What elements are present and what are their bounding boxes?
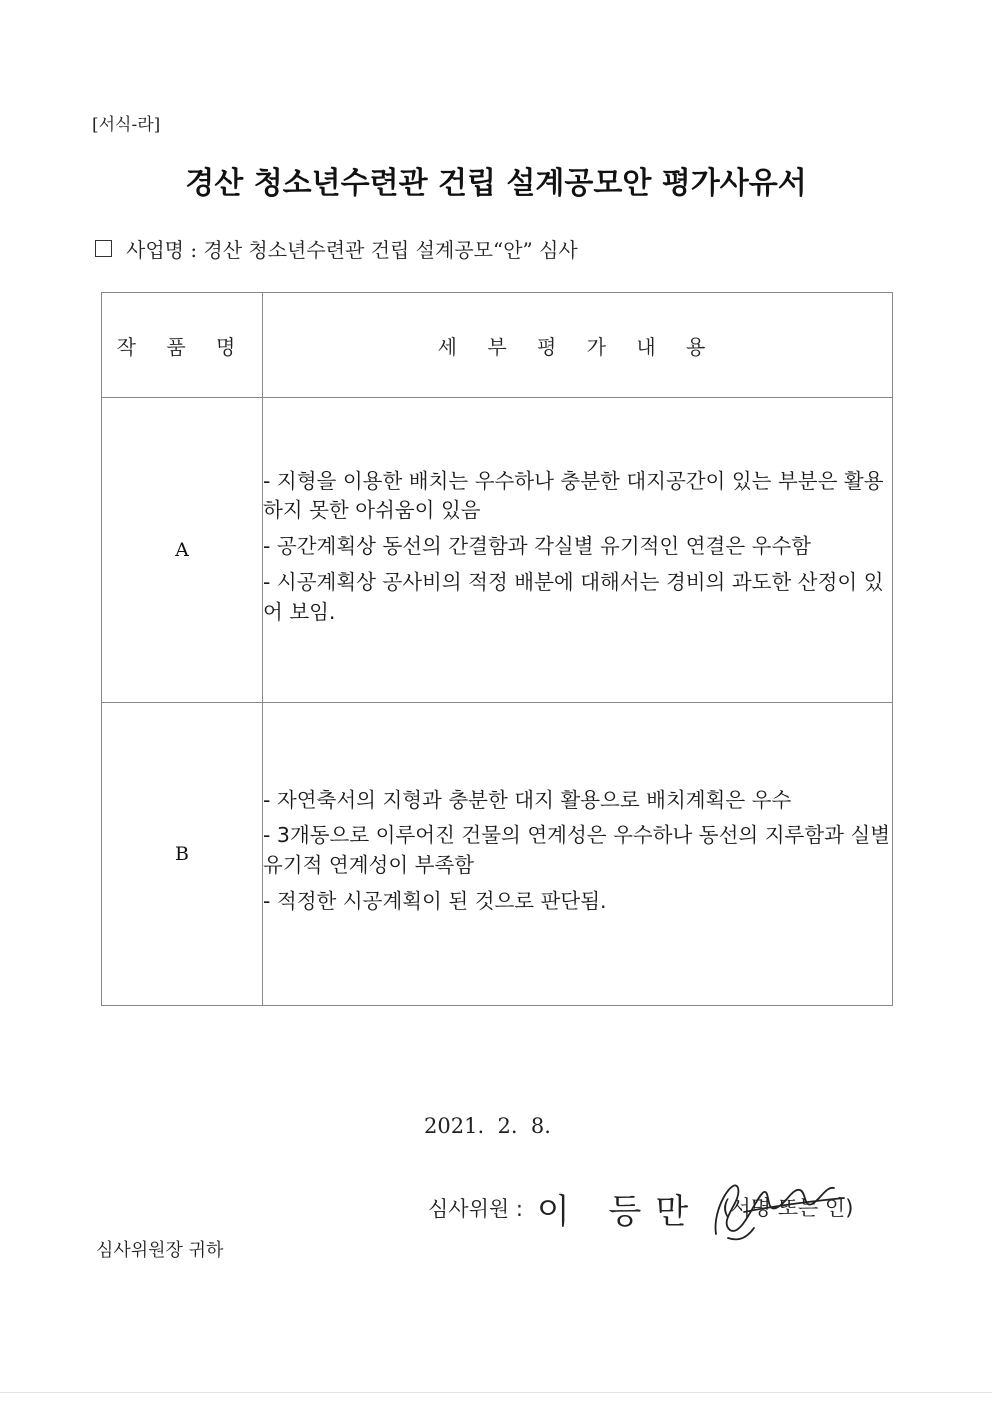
evaluation-cell <box>263 398 893 703</box>
table-row <box>102 398 893 703</box>
document-title: 경산 청소년수련관 건립 설계공모안 평가사유서 <box>185 166 807 201</box>
evaluation-comment: - 3개동으로 이루어진 건물의 연계성은 우수하나 동선의 지루함과 실별 유기적 연계성이 부족함 <box>263 823 891 877</box>
entry-name-cell: B <box>102 703 263 1006</box>
header-entry-name: 작 품 명 <box>102 293 263 398</box>
evaluation-table <box>101 292 893 1006</box>
evaluation-comment: - 지형을 이용한 배치는 우수하나 충분한 대지공간이 있는 부분은 활용하지 못한 아쉬움이 있음 <box>263 468 884 523</box>
reviewer-name: 이 등만 <box>536 1191 703 1232</box>
reviewer-line <box>428 1178 886 1238</box>
evaluation-cell <box>263 703 893 1006</box>
checkbox-icon <box>95 240 112 257</box>
evaluation-comment: - 적정한 시공계획이 된 것으로 판단됨. <box>263 888 607 913</box>
entry-name-cell: A <box>102 398 263 703</box>
evaluation-comment: - 공간계획상 동선의 간결함과 각실별 유기적인 연결은 우수함 <box>263 534 812 559</box>
addressee: 심사위원장 귀하 <box>96 1240 224 1261</box>
handwritten-signature <box>704 1168 854 1248</box>
header-evaluation-details: 세 부 평 가 내 용 <box>263 293 893 398</box>
table-header-row <box>102 293 893 398</box>
signature-note: (서명 또는 인) <box>722 1196 854 1220</box>
evaluation-comment: - 자연축서의 지형과 충분한 대지 활용으로 배치계획은 우수 <box>263 787 792 812</box>
table-row <box>102 703 893 1006</box>
project-label: 사업명 : 경산 청소년수련관 건립 설계공모“안” 심사 <box>126 238 578 262</box>
page-divider <box>0 1392 992 1393</box>
reviewer-label: 심사위원 : <box>428 1197 523 1221</box>
project-line <box>95 234 578 263</box>
signature-area <box>712 1178 886 1238</box>
document-date: 2021. 2. 8. <box>424 1114 551 1138</box>
form-code: [서식-라] <box>92 115 161 135</box>
evaluation-comment: - 시공계획상 공사비의 적정 배분에 대해서는 경비의 과도한 산정이 있어 보임. <box>263 569 884 624</box>
